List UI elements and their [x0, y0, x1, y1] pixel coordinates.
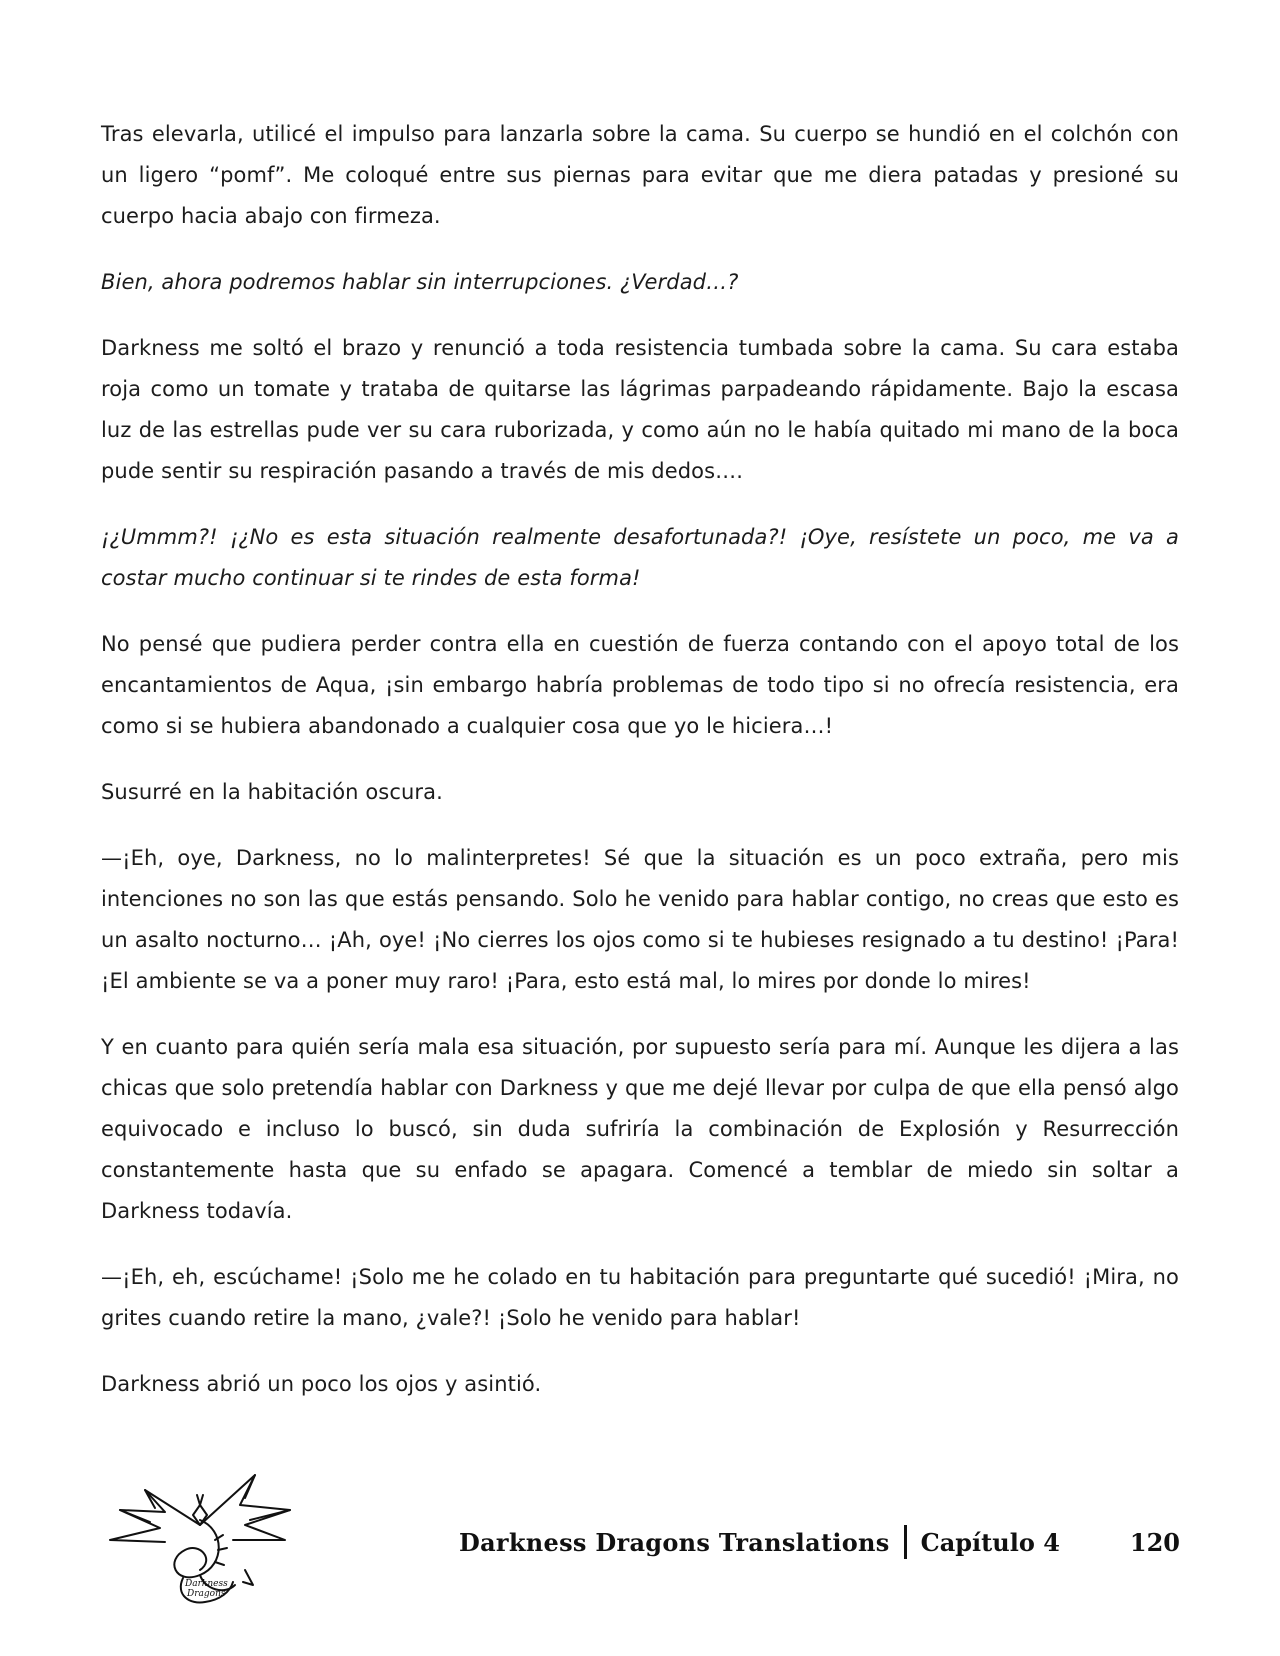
paragraph-4: ¡¿Ummm?! ¡¿No es esta situación realmente desafortunada?! ¡Oye, resístete un poco, me va a costar mucho continuar si te rindes de esta forma!	[101, 525, 1179, 590]
paragraph-6: Susurré en la habitación oscura.	[101, 780, 443, 804]
paragraph-10: Darkness abrió un poco los ojos y asintió.	[101, 1372, 542, 1396]
logo-text-2: Dragons	[187, 1589, 226, 1599]
page-footer	[0, 1460, 1280, 1656]
chapter-label: Capítulo 4	[920, 1527, 1060, 1557]
logo-text-1: Darkness	[185, 1579, 228, 1589]
paragraph-2: Bien, ahora podremos hablar sin interrupciones. ¿Verdad…?	[101, 270, 739, 294]
footer-divider	[904, 1525, 907, 1559]
paragraph-7: —¡Eh, oye, Darkness, no lo malinterpretes! Sé que la situación es un poco extraña, pero mis intenciones no son las que estás pensando. Solo he venido para hablar contigo, no creas que esto es un asalto nocturno… ¡Ah, oye! ¡No cierres los ojos como si te hubieses resignado a tu destino! ¡Para! ¡El ambiente se va a poner muy raro! ¡Para, esto está mal, lo mires por donde lo mires!	[101, 846, 1179, 993]
paragraph-9: —¡Eh, eh, escúchame! ¡Solo me he colado en tu habitación para preguntarte qué sucedió! ¡Mira, no grites cuando retire la mano, ¿vale?! ¡Solo he venido para hablar!	[101, 1265, 1179, 1330]
page-number: 120	[1129, 1527, 1180, 1557]
paragraph-8: Y en cuanto para quién sería mala esa situación, por supuesto sería para mí. Aunque les dijera a las chicas que solo pretendía hablar con Darkness y que me dejé llevar por culpa de que ella pensó algo equivocado e incluso lo buscó, sin duda sufriría la combinación de Explosión y Resurrección constantemente hasta que su enfado se apagara. Comencé a temblar de miedo sin soltar a Darkness todavía.	[101, 1035, 1179, 1223]
group-name: Darkness Dragons Translations	[458, 1527, 890, 1557]
dragon-logo-icon	[105, 1470, 295, 1610]
footer-caption	[459, 1522, 1180, 1562]
paragraph-3: Darkness me soltó el brazo y renunció a toda resistencia tumbada sobre la cama. Su cara estaba roja como un tomate y trataba de quitarse las lágrimas parpadeando rápidamente. Bajo la escasa luz de las estrellas pude ver su cara ruborizada, y como aún no le había quitado mi mano de la boca pude sentir su respiración pasando a través de mis dedos….	[101, 336, 1179, 483]
paragraph-5: No pensé que pudiera perder contra ella en cuestión de fuerza contando con el apoyo total de los encantamientos de Aqua, ¡sin embargo habría problemas de todo tipo si no ofrecía resistencia, era como si se hubiera abandonado a cualquier cosa que yo le hiciera…!	[101, 632, 1179, 738]
body-text	[101, 114, 1179, 1430]
paragraph-1: Tras elevarla, utilicé el impulso para lanzarla sobre la cama. Su cuerpo se hundió en el colchón con un ligero “pomf”. Me coloqué entre sus piernas para evitar que me diera patadas y presioné su cuerpo hacia abajo con firmeza.	[101, 122, 1179, 228]
